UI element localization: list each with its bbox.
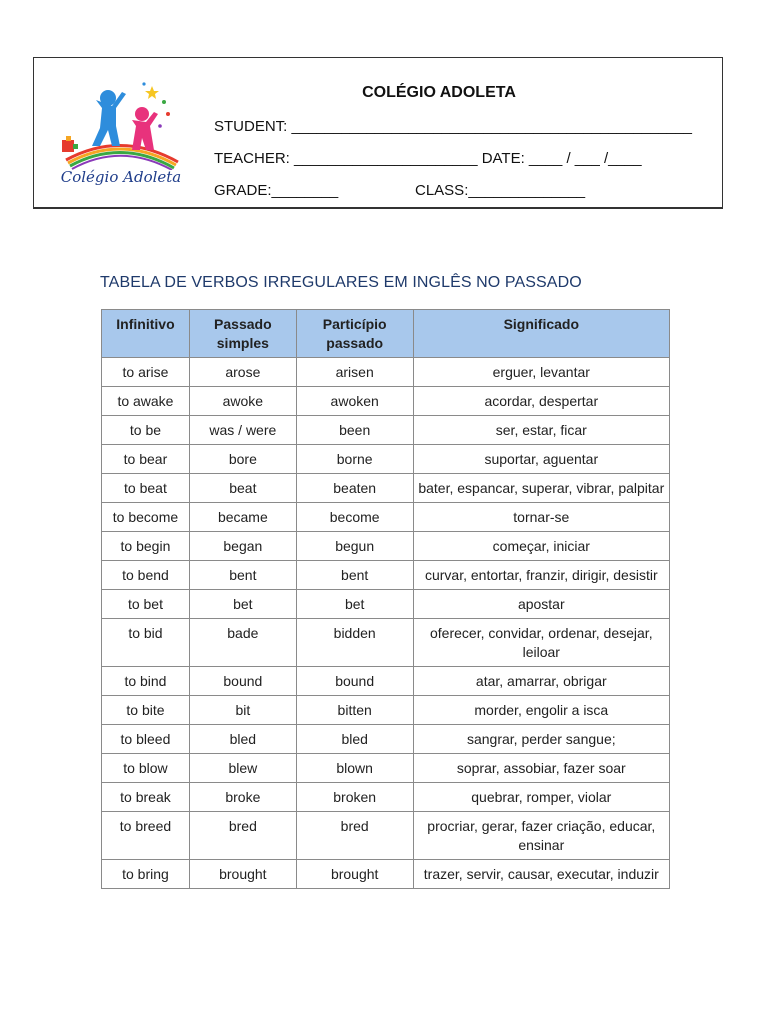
table-row (102, 532, 670, 561)
cell-past-participle: been (296, 416, 413, 445)
cell-meaning: tornar-se (413, 503, 669, 532)
cell-simple-past: blew (189, 754, 296, 783)
student-field[interactable]: STUDENT: ________________________________________________ (214, 118, 692, 135)
table-row (102, 416, 670, 445)
column-header-past-participle: Particípio passado (296, 310, 413, 358)
cell-simple-past: bet (189, 590, 296, 619)
cell-meaning: trazer, servir, causar, executar, induzir (413, 860, 669, 889)
cell-simple-past: bound (189, 667, 296, 696)
cell-infinitive: to become (102, 503, 190, 532)
table-row (102, 754, 670, 783)
table-row (102, 474, 670, 503)
cell-infinitive: to awake (102, 387, 190, 416)
cell-past-participle: awoken (296, 387, 413, 416)
cell-past-participle: broken (296, 783, 413, 812)
table-row (102, 445, 670, 474)
column-header-meaning: Significado (413, 310, 669, 358)
cell-meaning: morder, engolir a isca (413, 696, 669, 725)
cell-past-participle: bent (296, 561, 413, 590)
logo-text: Colégio Adoleta (60, 168, 182, 186)
table-row (102, 725, 670, 754)
cell-infinitive: to blow (102, 754, 190, 783)
cell-meaning: atar, amarrar, obrigar (413, 667, 669, 696)
cell-meaning: oferecer, convidar, ordenar, desejar, leiloar (413, 619, 669, 667)
cell-infinitive: to bid (102, 619, 190, 667)
table-title: TABELA DE VERBOS IRREGULARES EM INGLÊS NO PASSADO (100, 274, 582, 291)
class-field[interactable]: CLASS:______________ (415, 182, 586, 199)
cell-simple-past: bent (189, 561, 296, 590)
cell-past-participle: become (296, 503, 413, 532)
cell-meaning: suportar, aguentar (413, 445, 669, 474)
cell-simple-past: bade (189, 619, 296, 667)
cell-meaning: bater, espancar, superar, vibrar, palpitar (413, 474, 669, 503)
table-row (102, 783, 670, 812)
cell-past-participle: blown (296, 754, 413, 783)
cell-infinitive: to be (102, 416, 190, 445)
cell-simple-past: began (189, 532, 296, 561)
cell-meaning: começar, iniciar (413, 532, 669, 561)
cell-past-participle: bled (296, 725, 413, 754)
cell-simple-past: bred (189, 812, 296, 860)
cell-past-participle: bred (296, 812, 413, 860)
cell-infinitive: to begin (102, 532, 190, 561)
cell-meaning: curvar, entortar, franzir, dirigir, desistir (413, 561, 669, 590)
cell-infinitive: to bet (102, 590, 190, 619)
cell-infinitive: to bring (102, 860, 190, 889)
school-logo (56, 80, 186, 190)
table-row (102, 696, 670, 725)
table-row (102, 812, 670, 860)
cell-past-participle: bound (296, 667, 413, 696)
cell-simple-past: beat (189, 474, 296, 503)
cell-past-participle: begun (296, 532, 413, 561)
cell-meaning: soprar, assobiar, fazer soar (413, 754, 669, 783)
column-header-simple-past: Passado simples (189, 310, 296, 358)
school-name: COLÉGIO ADOLETA (362, 84, 516, 101)
cell-simple-past: arose (189, 358, 296, 387)
table-header-row (102, 310, 670, 358)
cell-infinitive: to bite (102, 696, 190, 725)
cell-infinitive: to bind (102, 667, 190, 696)
table-row (102, 503, 670, 532)
cell-infinitive: to break (102, 783, 190, 812)
cell-past-participle: beaten (296, 474, 413, 503)
cell-past-participle: brought (296, 860, 413, 889)
cell-infinitive: to breed (102, 812, 190, 860)
table-row (102, 358, 670, 387)
table-row (102, 619, 670, 667)
cell-infinitive: to bend (102, 561, 190, 590)
cell-simple-past: bore (189, 445, 296, 474)
verbs-table (101, 309, 670, 889)
cell-meaning: acordar, despertar (413, 387, 669, 416)
cell-simple-past: was / were (189, 416, 296, 445)
cell-infinitive: to beat (102, 474, 190, 503)
cell-meaning: ser, estar, ficar (413, 416, 669, 445)
cell-meaning: quebrar, romper, violar (413, 783, 669, 812)
header-box (33, 57, 723, 209)
cell-simple-past: brought (189, 860, 296, 889)
table-body (102, 358, 670, 889)
cell-meaning: procriar, gerar, fazer criação, educar, ensinar (413, 812, 669, 860)
table-row (102, 667, 670, 696)
logo-graphic (56, 80, 186, 170)
cell-meaning: erguer, levantar (413, 358, 669, 387)
table-row (102, 561, 670, 590)
cell-infinitive: to bear (102, 445, 190, 474)
teacher-date-field[interactable]: TEACHER: ______________________ DATE: ____ / ___ /____ (214, 150, 642, 167)
cell-past-participle: borne (296, 445, 413, 474)
cell-infinitive: to arise (102, 358, 190, 387)
cell-simple-past: bit (189, 696, 296, 725)
cell-simple-past: awoke (189, 387, 296, 416)
cell-simple-past: became (189, 503, 296, 532)
cell-past-participle: arisen (296, 358, 413, 387)
table-row (102, 387, 670, 416)
cell-meaning: apostar (413, 590, 669, 619)
cell-past-participle: bidden (296, 619, 413, 667)
column-header-infinitive: Infinitivo (102, 310, 190, 358)
grade-field[interactable]: GRADE:________ (214, 182, 339, 199)
cell-past-participle: bitten (296, 696, 413, 725)
cell-infinitive: to bleed (102, 725, 190, 754)
table-row (102, 590, 670, 619)
cell-past-participle: bet (296, 590, 413, 619)
cell-simple-past: broke (189, 783, 296, 812)
table-row (102, 860, 670, 889)
cell-simple-past: bled (189, 725, 296, 754)
cell-meaning: sangrar, perder sangue; (413, 725, 669, 754)
